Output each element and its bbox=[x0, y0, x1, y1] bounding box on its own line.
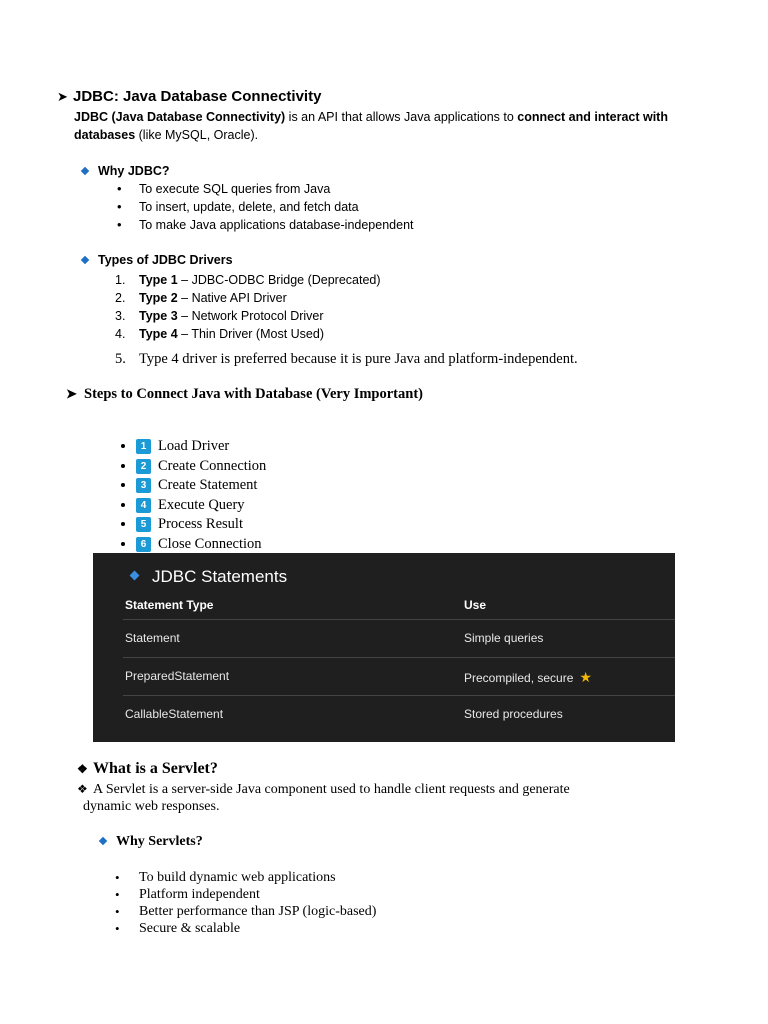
number-badge-icon: • 1 bbox=[136, 439, 151, 454]
four-diamond-bullet-icon: ❖ bbox=[77, 762, 88, 776]
table-row: CallableStatement Stored procedures bbox=[125, 707, 563, 721]
list-item: 1. Type 1 – JDBC-ODBC Bridge (Deprecated) bbox=[115, 273, 381, 287]
list-item: 4. Type 4 – Thin Driver (Most Used) bbox=[115, 327, 325, 341]
list-item: 2. Type 2 – Native API Driver bbox=[115, 291, 287, 305]
step-item: • 3 Create Statement bbox=[136, 476, 266, 496]
jdbc-heading: ➤ JDBC: Java Database Connectivity bbox=[57, 88, 322, 105]
number-badge-icon: • 5 bbox=[136, 517, 151, 532]
list-item: • To make Java applications database-independent bbox=[139, 216, 414, 234]
driver-types-list bbox=[115, 271, 381, 343]
number-badge-icon: • 4 bbox=[136, 498, 151, 513]
star-icon: ★ bbox=[579, 669, 592, 685]
list-item: 3. Type 3 – Network Protocol Driver bbox=[115, 309, 324, 323]
table-row: Statement Simple queries bbox=[125, 631, 544, 645]
intro-emphasis: connect and interact with databases bbox=[74, 110, 668, 142]
list-item: • Secure & scalable bbox=[139, 920, 376, 937]
list-item: • Platform independent bbox=[139, 886, 376, 903]
table-row: PreparedStatement Precompiled, secure ★ bbox=[125, 669, 592, 685]
servlet-heading: ❖ What is a Servlet? bbox=[77, 760, 218, 777]
why-jdbc-list bbox=[139, 180, 414, 234]
why-servlets-heading: Why Servlets? bbox=[100, 834, 203, 850]
panel-title: JDBC Statements bbox=[131, 567, 287, 587]
diamond-bullet-icon bbox=[81, 255, 89, 263]
driver-types-heading: Types of JDBC Drivers bbox=[82, 253, 233, 267]
step-item: • 5 Process Result bbox=[136, 515, 266, 535]
diamond-bullet-icon bbox=[81, 166, 89, 174]
arrow-bullet-icon: ➤ bbox=[66, 386, 77, 401]
number-badge-icon: • 6 bbox=[136, 537, 151, 552]
intro-term: JDBC (Java Database Connectivity) bbox=[74, 110, 286, 124]
column-header-use: Use bbox=[464, 598, 487, 612]
steps-heading: ➤ Steps to Connect Java with Database (Very Important) bbox=[66, 386, 423, 402]
diamond-bullet-icon bbox=[130, 571, 140, 581]
jdbc-intro: JDBC (Java Database Connectivity) is an API that allows Java applications to connect and interact with databases (like MySQL, Oracle). bbox=[74, 110, 668, 142]
servlet-description: ❖ A Servlet is a server-side Java component used to handle client requests and generate dynamic web responses. bbox=[77, 782, 570, 814]
list-item: • To build dynamic web applications bbox=[139, 869, 376, 886]
list-item: • To insert, update, delete, and fetch data bbox=[139, 198, 414, 216]
driver-note: 5. Type 4 driver is preferred because it is pure Java and platform-independent. bbox=[115, 351, 578, 367]
step-item: • 1 Load Driver bbox=[136, 437, 266, 457]
why-servlets-list bbox=[139, 869, 376, 937]
four-diamond-bullet-icon: ❖ bbox=[77, 782, 88, 796]
step-item: • 4 Execute Query bbox=[136, 496, 266, 516]
step-item: • 6 Close Connection bbox=[136, 535, 266, 555]
why-jdbc-heading: Why JDBC? bbox=[82, 164, 170, 178]
number-badge-icon: • 2 bbox=[136, 459, 151, 474]
jdbc-statements-panel bbox=[93, 553, 675, 742]
diamond-bullet-icon bbox=[99, 837, 107, 845]
column-header-type: Statement Type bbox=[125, 598, 214, 612]
steps-list bbox=[96, 437, 266, 555]
list-item: • To execute SQL queries from Java bbox=[139, 180, 414, 198]
step-item: • 2 Create Connection bbox=[136, 457, 266, 477]
arrow-bullet-icon: ➤ bbox=[57, 89, 68, 104]
number-badge-icon: • 3 bbox=[136, 478, 151, 493]
list-item: • Better performance than JSP (logic-based) bbox=[139, 903, 376, 920]
